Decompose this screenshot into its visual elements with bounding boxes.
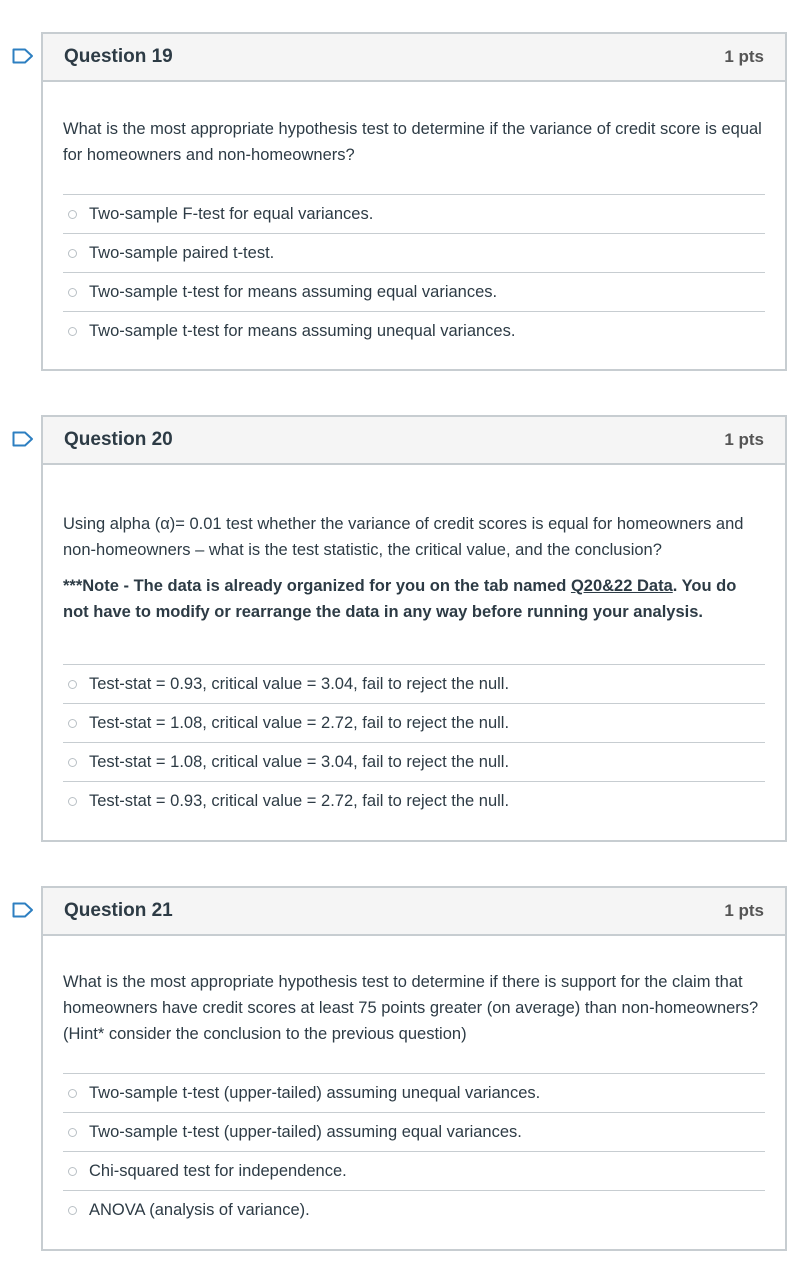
question-title: Question 19 <box>64 46 173 67</box>
question-text: What is the most appropriate hypothesis test to determine if there is support for the claim that homeowners have credit scores at least 75 points greater (on average) than non-homeowners? (Hint* consider the conclusion to the previous question) <box>63 973 759 1043</box>
radio-button-icon[interactable] <box>68 327 77 336</box>
radio-button-icon[interactable] <box>68 758 77 767</box>
question-title: Question 20 <box>64 429 173 450</box>
answer-label: Test-stat = 1.08, critical value = 3.04, fail to reject the null. <box>89 752 510 771</box>
radio-button-icon[interactable] <box>68 210 77 219</box>
radio-button-icon[interactable] <box>68 719 77 728</box>
answer-option[interactable] <box>63 1191 765 1230</box>
question-points: 1 pts <box>724 901 764 920</box>
answer-option[interactable] <box>63 665 765 704</box>
radio-button-icon[interactable] <box>68 797 77 806</box>
data-tab-link[interactable]: Q20&22 Data <box>570 577 673 595</box>
question-header <box>43 888 785 936</box>
flag-question-21-icon[interactable] <box>12 902 34 918</box>
answer-label: ANOVA (analysis of variance). <box>89 1201 310 1219</box>
answer-option[interactable] <box>63 1152 765 1191</box>
answer-list <box>63 1073 765 1230</box>
question-points: 1 pts <box>724 47 764 66</box>
answer-list <box>63 194 765 351</box>
answer-label: Two-sample t-test for means assuming equal variances. <box>89 282 498 301</box>
flag-question-20-icon[interactable] <box>12 431 34 447</box>
answer-option[interactable] <box>63 273 765 312</box>
answer-label: Two-sample t-test (upper-tailed) assuming equal variances. <box>89 1122 522 1141</box>
note-text: ***Note - The data is already organized for you on the tab named <box>63 577 571 595</box>
question-header <box>43 34 785 82</box>
answer-label: Two-sample t-test for means assuming unequal variances. <box>89 322 516 340</box>
question-note <box>63 573 765 625</box>
question-title: Question 21 <box>64 900 173 921</box>
answer-option[interactable] <box>63 1074 765 1113</box>
radio-button-icon[interactable] <box>68 680 77 689</box>
radio-button-icon[interactable] <box>68 1128 77 1137</box>
radio-button-icon[interactable] <box>68 249 77 258</box>
answer-option[interactable] <box>63 782 765 821</box>
question-text: What is the most appropriate hypothesis test to determine if the variance of credit score is equal for homeowners and non-homeowners? <box>63 120 762 164</box>
question-21 <box>41 886 787 1251</box>
question-points: 1 pts <box>724 430 764 449</box>
answer-label: Chi-squared test for independence. <box>89 1161 347 1180</box>
answer-label: Two-sample F-test for equal variances. <box>89 204 374 223</box>
answer-label: Two-sample paired t-test. <box>89 243 275 262</box>
answer-label: Test-stat = 1.08, critical value = 2.72, fail to reject the null. <box>89 713 510 732</box>
answer-option[interactable] <box>63 312 765 351</box>
question-20 <box>41 415 787 842</box>
radio-button-icon[interactable] <box>68 1089 77 1098</box>
question-19 <box>41 32 787 371</box>
answer-option[interactable] <box>63 743 765 782</box>
radio-button-icon[interactable] <box>68 1167 77 1176</box>
radio-button-icon[interactable] <box>68 288 77 297</box>
answer-label: Two-sample t-test (upper-tailed) assuming unequal variances. <box>89 1083 541 1102</box>
answer-label: Test-stat = 0.93, critical value = 3.04, fail to reject the null. <box>89 674 510 693</box>
answer-option[interactable] <box>63 234 765 273</box>
flag-question-19-icon[interactable] <box>12 48 34 64</box>
radio-button-icon[interactable] <box>68 1206 77 1215</box>
note-text-end: . You do not have to modify or rearrange the data in any way before running your analysis. <box>63 577 737 621</box>
answer-option[interactable] <box>63 704 765 743</box>
question-header <box>43 417 785 465</box>
answer-list <box>63 664 765 821</box>
answer-option[interactable] <box>63 195 765 234</box>
answer-option[interactable] <box>63 1113 765 1152</box>
answer-label: Test-stat = 0.93, critical value = 2.72, fail to reject the null. <box>89 792 510 810</box>
question-text: Using alpha (α)= 0.01 test whether the variance of credit scores is equal for homeowners and non-homeowners – what is the test statistic, the critical value, and the conclusion? <box>63 515 744 559</box>
